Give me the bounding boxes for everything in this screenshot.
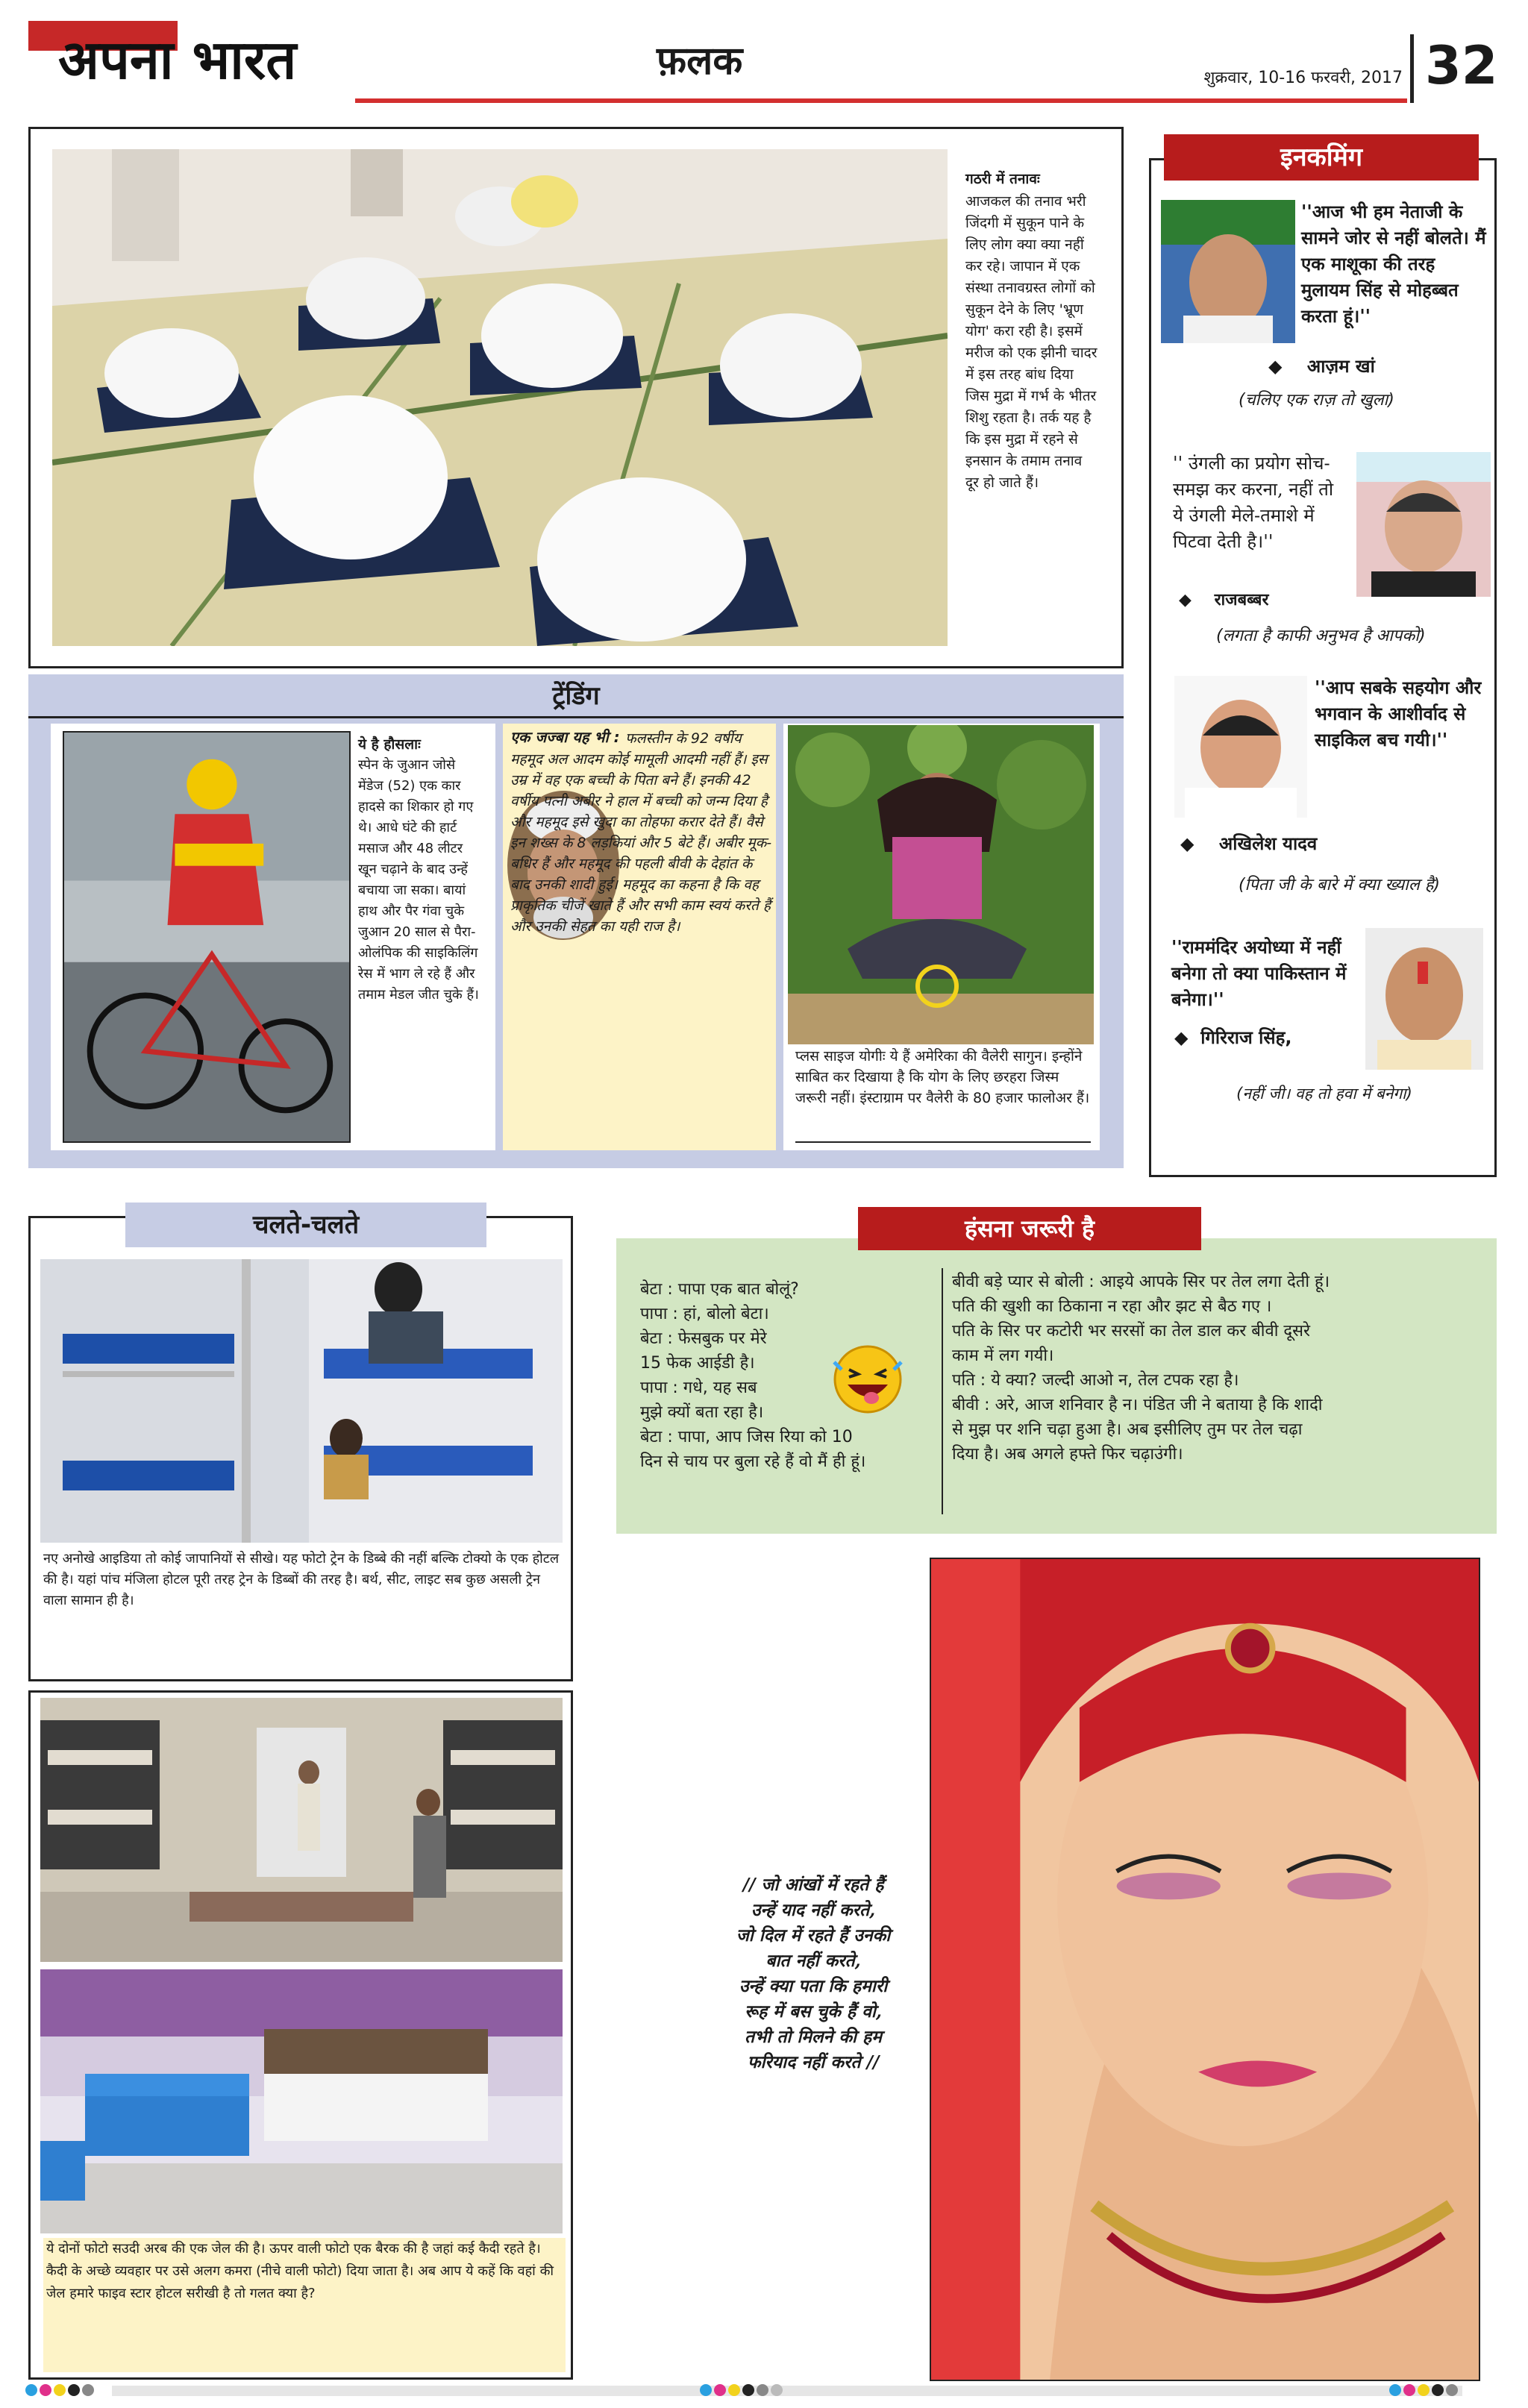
akhilesh-name: [1180, 831, 1317, 856]
akhilesh-photo: [1174, 676, 1307, 818]
azam-khan-quote: ''आज भी हम नेताजी के सामने जोर से नहीं बोलते। मैं एक माशूका की तरह मुलायम सिंह से मोहब्बत करता हूं।'': [1301, 201, 1486, 327]
poem-line: बात नहीं करते,: [765, 1951, 861, 1971]
diamond-icon: ◆: [1179, 591, 1192, 609]
registration-marks-left: [25, 2384, 115, 2398]
chalte-heading: चलते-चलते: [125, 1203, 486, 1247]
diamond-icon: ◆: [1174, 1027, 1189, 1048]
father-caption: [510, 728, 773, 937]
poem-line: उन्हें क्या पता कि हमारी: [739, 1976, 888, 1996]
joke-1-line: बेटा : फेसबुक पर मेरे: [640, 1329, 767, 1348]
giriraj-comment: (नहीं जी। वह तो हवा में बनेगा): [1236, 1085, 1412, 1103]
joke-1-line: बेटा : पापा एक बात बोलूं?: [640, 1280, 799, 1299]
masthead-logo: अपना भारत: [58, 28, 297, 91]
poem-line: रूह में बस चुके हैं वो,: [745, 2001, 882, 2022]
joke-2-line: पति : ये क्या? जल्दी आओ न, तेल टपक रहा है।: [952, 1371, 1239, 1390]
giriraj-photo: [1365, 928, 1483, 1070]
joke-2-line: काम में लग गयी।: [952, 1346, 1054, 1365]
header-rule: [355, 98, 1407, 103]
jail-barrack-photo: [40, 1698, 563, 1962]
rajbabbar-name: [1179, 588, 1268, 610]
humor-divider: [942, 1268, 943, 1514]
azam-khan-comment: (चलिए एक राज़ तो खुला): [1239, 391, 1394, 410]
joke-2-line: पति की खुशी का ठिकाना न रहा और झट से बैठ गए ।: [952, 1297, 1272, 1316]
poem-line: फरियाद नहीं करते //: [747, 2052, 880, 2072]
jail-caption: ये दोनों फोटो सउदी अरब की एक जेल की है। ऊपर वाली फोटो एक बैरक की है जहां कई कैदी रहते है। कैदी के अच्छे व्यवहार पर उसे अलग कमरा (नीचे वाली फोटो) दिया जाता है। अब आप ये कहें कि वहां की जेल हमारे फाइव स्टार होटल सरीखी है तो गलत क्या है?: [43, 2238, 566, 2372]
jail-room-photo: [40, 1969, 563, 2233]
cyclist-caption-title: ये है हौसलाः: [358, 736, 421, 753]
joke-1-line: पापा : हां, बोलो बेटा।: [640, 1305, 769, 1323]
cyclist-caption: स्पेन के जुआन जोसे मेंडेज (52) एक कार हादसे का शिकार हो गए थे। आधे घंटे की हार्ट मसाज और 48 लीटर खून चढ़ाने के बाद उन्हें बचाया जा सका। बायां हाथ और पैर गंवा चुके जुआन 20 साल से पैरा-ओलंपिक की साइकिलिंग रेस में भाग ले रहे हैं और तमाम मेडल जीत चुके हैं।: [358, 757, 479, 1003]
yogi-rule: [795, 1141, 1091, 1143]
incoming-heading: इनकमिंग: [1164, 134, 1479, 181]
section-title: फ़लक: [657, 39, 743, 84]
joke-1-line: मुझे क्यों बता रहा है।: [640, 1403, 764, 1422]
father-caption-text: फलस्तीन के 92 वर्षीय महमूद अल आदम कोई मामूली आदमी नहीं हैं। इस उम्र में वह एक बच्ची के पिता बने हैं। इनकी 42 वर्षीय पत्नी अबीर ने हाल में बच्ची को जन्म दिया है और महमूद इसे खुदा का तोहफा करार देते हैं। वैसे इन शख्स के 8 लड़कियां और 5 बेटे हैं। अबीर मूक-बधिर हैं और महमूद की पहली बीवी के देहांत के बाद उनकी शादी हुई। महमूद का कहना है कि वह प्राकृतिक चीजें खाते हैं और सभी काम स्वयं करते हैं और उनकी सेहत का यही राज है।: [510, 730, 772, 935]
poem-line: // जो आंखों में रहते हैं: [742, 1875, 884, 1895]
joke-2-line: दिया है। अब अगले हफ्ते फिर चढ़ाउंगी।: [952, 1445, 1183, 1464]
registration-marks-center: [700, 2384, 834, 2398]
top-story-caption: आजकल की तनाव भरी जिंदगी में सुकून पाने के लिए लोग क्या क्या नहीं कर रहे। जापान में एक संस्था तनावग्रस्त लोगों को सुकून देने के लिए 'भ्रूण योग' करा रही है। इसमें मरीज को एक झीनी चादर में इस तरह बांध दिया जिस मुद्रा में गर्भ के भीतर शिशु रहता है। तर्क यह है कि इस मुद्रा में रहने से इनसान के तमाम तनाव दूर हो जाते हैं।: [965, 193, 1098, 491]
poem-line: जो दिल में रहते हैं उनकी: [736, 1925, 891, 1945]
joke-1-line: 15 फेक आईडी है।: [640, 1354, 755, 1373]
akhilesh-name-text: अखिलेश यादव: [1218, 833, 1318, 854]
trending-heading: ट्रेंडिंग: [552, 681, 600, 711]
joke-2: [952, 1270, 1489, 1467]
father-caption-title: एक जज्बा यह भी :: [510, 728, 620, 746]
joke-1-line: दिन से चाय पर बुला रहे हैं वो मैं ही हूं।: [640, 1452, 866, 1471]
yogi-caption: प्लस साइज योगीः ये हैं अमेरिका की वैलेरी सागुन। इन्होंने साबित कर दिखाया है कि योग के लिए छरहरा जिस्म जरूरी नहीं। इंस्टाग्राम पर वैलेरी के 80 हजार फालोअर हैं।: [795, 1048, 1090, 1106]
diamond-icon: ◆: [1268, 356, 1283, 377]
akhilesh-comment: (पिता जी के बारे में क्या ख्याल है): [1238, 876, 1441, 894]
poem-line: उन्हें याद नहीं करते,: [751, 1900, 876, 1920]
poem: [671, 1872, 955, 2075]
azam-khan-photo: [1161, 200, 1295, 343]
joke-2-line: बीवी बड़े प्यार से बोली : आइये आपके सिर पर तेल लगा देती हूं।: [952, 1273, 1330, 1291]
rajbabbar-photo: [1356, 452, 1491, 597]
page-number: 32: [1425, 35, 1498, 96]
meditation-room-photo: [52, 149, 948, 646]
page-number-divider: [1410, 34, 1414, 103]
cyclist-photo: [63, 731, 351, 1143]
registration-marks-right: [1389, 2384, 1516, 2398]
rajbabbar-name-text: राजबब्बर: [1214, 591, 1269, 609]
akhilesh-quote: ''आप सबके सहयोग और भगवान के आशीर्वाद से साइकिल बच गयी।'': [1315, 677, 1482, 750]
joke-1-line: पापा : गधे, यह सब: [640, 1379, 757, 1397]
train-hotel-caption: नए अनोखे आइडिया तो कोई जापानियों से सीखे। यह फोटो ट्रेन के डिब्बे की नहीं बल्कि टोक्यो के एक होटल की है। यहां पांच मंजिला होटल पूरी तरह ट्रेन के डिब्बों की तरह है। बर्थ, सीट, लाइट सब कुछ असली ट्रेन वाला सामान ही है।: [43, 1551, 560, 1608]
joke-2-line: पति के सिर पर कटोरी भर सरसों का तेल डाल कर बीवी दूसरे: [952, 1322, 1310, 1341]
issue-date: शुक्रवार, 10-16 फरवरी, 2017: [1203, 69, 1403, 87]
humor-heading: हंसना जरूरी है: [858, 1207, 1201, 1250]
diamond-icon: ◆: [1180, 833, 1194, 854]
joke-2-line: से मुझ पर शनि चढ़ा हुआ है। अब इसीलिए तुम पर तेल चढ़ा: [952, 1420, 1303, 1439]
joke-1-line: बेटा : पापा, आप जिस रिया को 10: [640, 1428, 853, 1446]
giriraj-name-text: गिरिराज सिंह,: [1200, 1027, 1292, 1048]
top-story-caption-title: गठरी में तनावः: [965, 171, 1040, 187]
azam-khan-name-text: आज़म खां: [1306, 356, 1375, 377]
azam-khan-name: [1268, 354, 1375, 378]
laughing-emoji-icon: [828, 1340, 907, 1419]
giriraj-quote: ''राममंदिर अयोध्या में नहीं बनेगा तो क्या पाकिस्तान में बनेगा।'': [1171, 936, 1347, 1010]
poem-line: तभी तो मिलने की हम: [745, 2027, 882, 2047]
joke-2-line: बीवी : अरे, आज शनिवार है न। पंडित जी ने बताया है कि शादी: [952, 1396, 1323, 1414]
yogi-photo: [788, 725, 1094, 1044]
trending-rule: [28, 716, 1124, 718]
rajbabbar-quote: '' उंगली का प्रयोग सोच-समझ कर करना, नहीं तो ये उंगली मेले-तमाशे में पिटवा देती है।'': [1173, 453, 1334, 552]
giriraj-name: [1174, 1025, 1291, 1050]
bride-photo: [930, 1558, 1480, 2381]
train-hotel-photo: [40, 1259, 563, 1543]
rajbabbar-comment: (लगता है काफी अनुभव है आपको): [1216, 627, 1426, 645]
